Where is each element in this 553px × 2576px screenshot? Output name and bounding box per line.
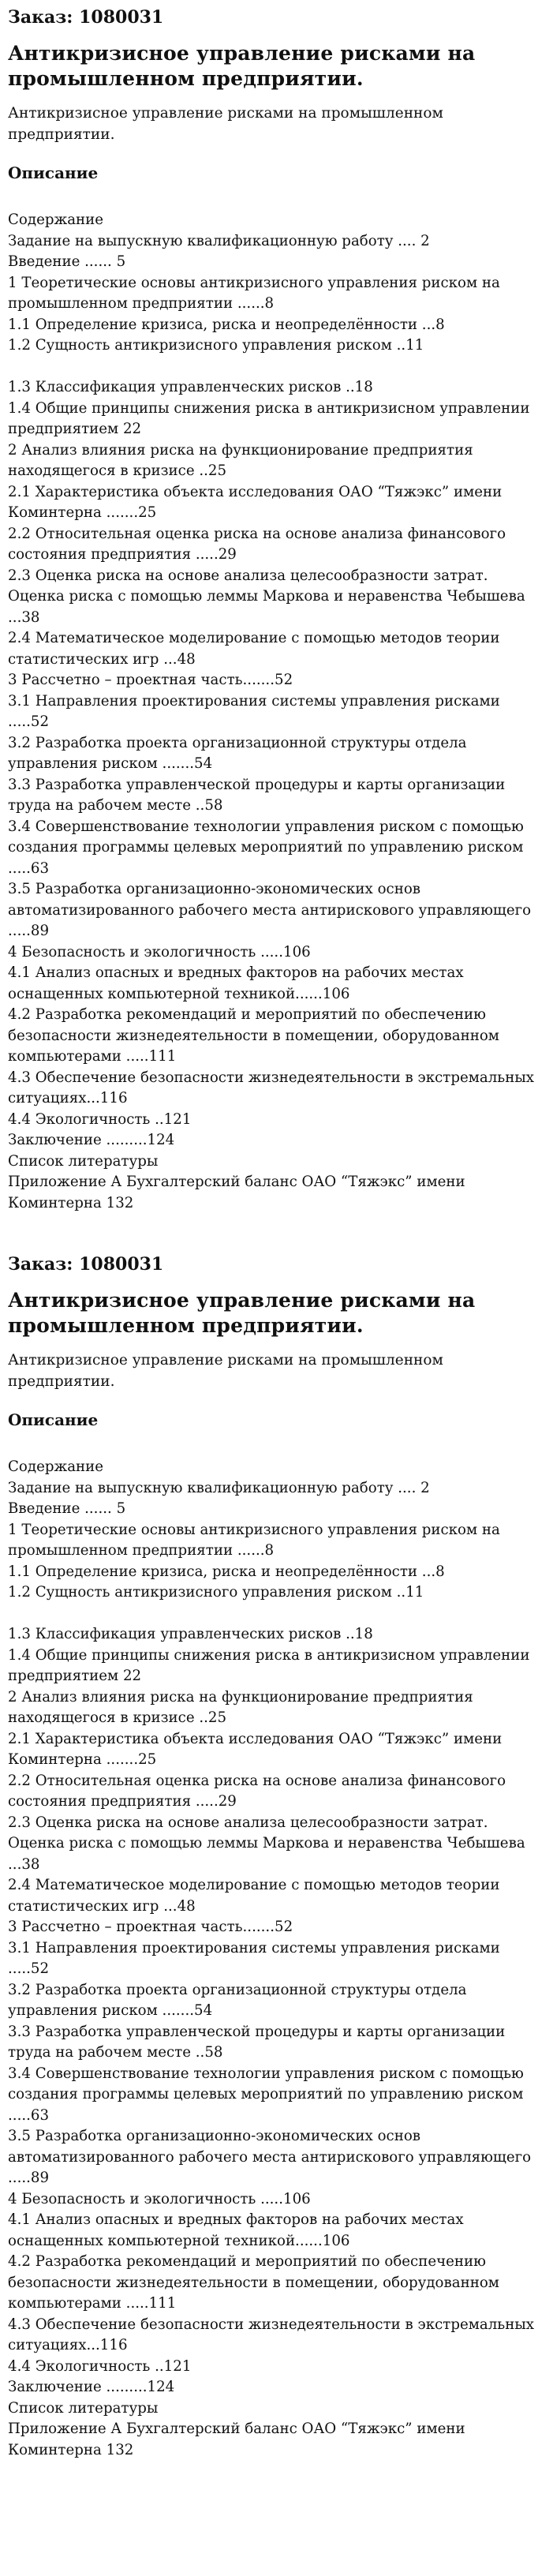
toc-line: 1.2 Сущность антикризисного управления риском ..11 [8, 1584, 424, 1601]
toc-line: Заключение .........124 [8, 1132, 175, 1148]
document-subtitle: Антикризисное управление рисками на промышленном предприятии. [8, 105, 443, 143]
toc-line: 4.4 Экологичность ..121 [8, 1110, 192, 1128]
toc-line: 3.1 Направления проектирования системы управления рисками .....52 [8, 1939, 500, 1977]
toc-line: 1.1 Определение кризиса, риска и неопределённости ...8 [8, 1563, 445, 1580]
toc-line: 3.5 Разработка организационно-экономических основ автоматизированного рабочего места антирискового управляющего .....89 [8, 2128, 532, 2186]
toc-line: 3.2 Разработка проекта организационной структуры отдела управления риском .......54 [8, 1981, 467, 2019]
toc-line: 2.2 Относительная оценка риска на основе анализа финансового состояния предприятия .....29 [8, 525, 506, 563]
toc-line: 4.2 Разработка рекомендаций и мероприятий по обеспечению безопасности жизнедеятельности в помещении, оборудованном компьютерами .....111 [8, 2253, 499, 2312]
table-of-contents [8, 1457, 544, 2461]
toc-line: 2 Анализ влияния риска на функционирование предприятия находящегося в кризисе ..25 [8, 1688, 473, 1726]
order-number: Заказ: 1080031 [8, 1254, 164, 1275]
toc-line: 1.1 Определение кризиса, риска и неопределённости ...8 [8, 316, 445, 333]
toc-line: 4.3 Обеспечение безопасности жизнедеятельности в экстремальных ситуациях...116 [8, 2316, 535, 2353]
toc-line: 1 Теоретические основы антикризисного управления риском на промышленном предприятии ......8 [8, 274, 500, 312]
description-heading: Описание [8, 163, 99, 182]
document-title: Антикризисное управление рисками на промышленном предприятии. [8, 42, 476, 90]
toc-line: 4 Безопасность и экологичность .....106 [8, 943, 311, 960]
toc-line: Содержание [8, 1458, 104, 1475]
toc-line: 3.5 Разработка организационно-экономических основ автоматизированного рабочего места антирискового управляющего .....89 [8, 881, 532, 939]
toc-line: 3 Рассчетно – проектная часть.......52 [8, 1919, 293, 1935]
order-number: Заказ: 1080031 [8, 7, 164, 28]
toc-line: Задание на выпускную квалификационную работу .... 2 [8, 232, 430, 249]
description-heading: Описание [8, 1410, 99, 1429]
toc-line: 3.4 Совершенствование технологии управления риском с помощью создания программы целевых мероприятий по управлению риском .....63 [8, 818, 524, 877]
toc-line: 1.3 Классификация управленческих рисков ..18 [8, 1626, 373, 1642]
toc-line: Список литературы [8, 1152, 159, 1170]
table-of-contents [8, 210, 544, 1214]
toc-line: Список литературы [8, 2399, 159, 2417]
toc-line: 4.1 Анализ опасных и вредных факторов на рабочих местах оснащенных компьютерной техникой......106 [8, 964, 464, 1002]
toc-line: 2 Анализ влияния риска на функционирование предприятия находящегося в кризисе ..25 [8, 441, 473, 479]
toc-line: Введение ...... 5 [8, 253, 126, 270]
toc-line: 4.3 Обеспечение безопасности жизнедеятельности в экстремальных ситуациях...116 [8, 1069, 535, 1106]
toc-spacer [8, 1604, 544, 1625]
toc-line: 1.4 Общие принципы снижения риска в антикризисном управлении предприятием 22 [8, 1646, 530, 1684]
toc-line: 3.4 Совершенствование технологии управления риском с помощью создания программы целевых мероприятий по управлению риском .....63 [8, 2065, 524, 2124]
toc-line: 4.2 Разработка рекомендаций и мероприятий по обеспечению безопасности жизнедеятельности в помещении, оборудованном компьютерами .....111 [8, 1006, 499, 1065]
toc-line: Приложение А Бухгалтерский баланс ОАО “Тяжэкс” имени Коминтерна 132 [8, 2421, 465, 2458]
toc-line: Задание на выпускную квалификационную работу .... 2 [8, 1479, 430, 1496]
toc-line: 3.2 Разработка проекта организационной структуры отдела управления риском .......54 [8, 734, 467, 772]
document-title: Антикризисное управление рисками на промышленном предприятии. [8, 1289, 476, 1337]
toc-line: 3.3 Разработка управленческой процедуры и карты организации труда на рабочем месте ..58 [8, 2023, 506, 2061]
order-block-1 [8, 6, 544, 1214]
document-subtitle: Антикризисное управление рисками на промышленном предприятии. [8, 1352, 443, 1390]
order-block-2 [8, 1253, 544, 2461]
toc-line: 2.3 Оценка риска на основе анализа целесообразности затрат. Оценка риска с помощью леммы Маркова и неравенства Чебышева ...38 [8, 1814, 525, 1873]
toc-line: 2.4 Математическое моделирование с помощью методов теории статистических игр ...48 [8, 630, 500, 668]
toc-line: 4 Безопасность и экологичность .....106 [8, 2190, 311, 2207]
toc-line: 3 Рассчетно – проектная часть.......52 [8, 672, 293, 688]
toc-spacer [8, 357, 544, 378]
toc-line: Приложение А Бухгалтерский баланс ОАО “Тяжэкс” имени Коминтерна 132 [8, 1174, 465, 1211]
toc-line: 1 Теоретические основы антикризисного управления риском на промышленном предприятии ......8 [8, 1521, 500, 1559]
toc-line: Содержание [8, 212, 104, 228]
toc-line: 3.1 Направления проектирования системы управления рисками .....52 [8, 692, 500, 730]
toc-line: 4.4 Экологичность ..121 [8, 2357, 192, 2375]
toc-line: 1.2 Сущность антикризисного управления риском ..11 [8, 337, 424, 354]
toc-line: 2.1 Характеристика объекта исследования ОАО “Тяжэкс” имени Коминтерна .......25 [8, 483, 503, 521]
toc-line: 2.2 Относительная оценка риска на основе анализа финансового состояния предприятия .....29 [8, 1772, 506, 1810]
toc-line: 2.3 Оценка риска на основе анализа целесообразности затрат. Оценка риска с помощью леммы Маркова и неравенства Чебышева ...38 [8, 567, 525, 626]
toc-line: Заключение .........124 [8, 2379, 175, 2395]
toc-line: 4.1 Анализ опасных и вредных факторов на рабочих местах оснащенных компьютерной техникой......106 [8, 2211, 464, 2249]
toc-line: 1.3 Классификация управленческих рисков ..18 [8, 379, 373, 395]
toc-line: 2.1 Характеристика объекта исследования ОАО “Тяжэкс” имени Коминтерна .......25 [8, 1730, 503, 1768]
toc-line: 2.4 Математическое моделирование с помощью методов теории статистических игр ...48 [8, 1877, 500, 1915]
toc-line: 1.4 Общие принципы снижения риска в антикризисном управлении предприятием 22 [8, 399, 530, 437]
toc-line: Введение ...... 5 [8, 1500, 126, 1517]
toc-line: 3.3 Разработка управленческой процедуры и карты организации труда на рабочем месте ..58 [8, 776, 506, 814]
